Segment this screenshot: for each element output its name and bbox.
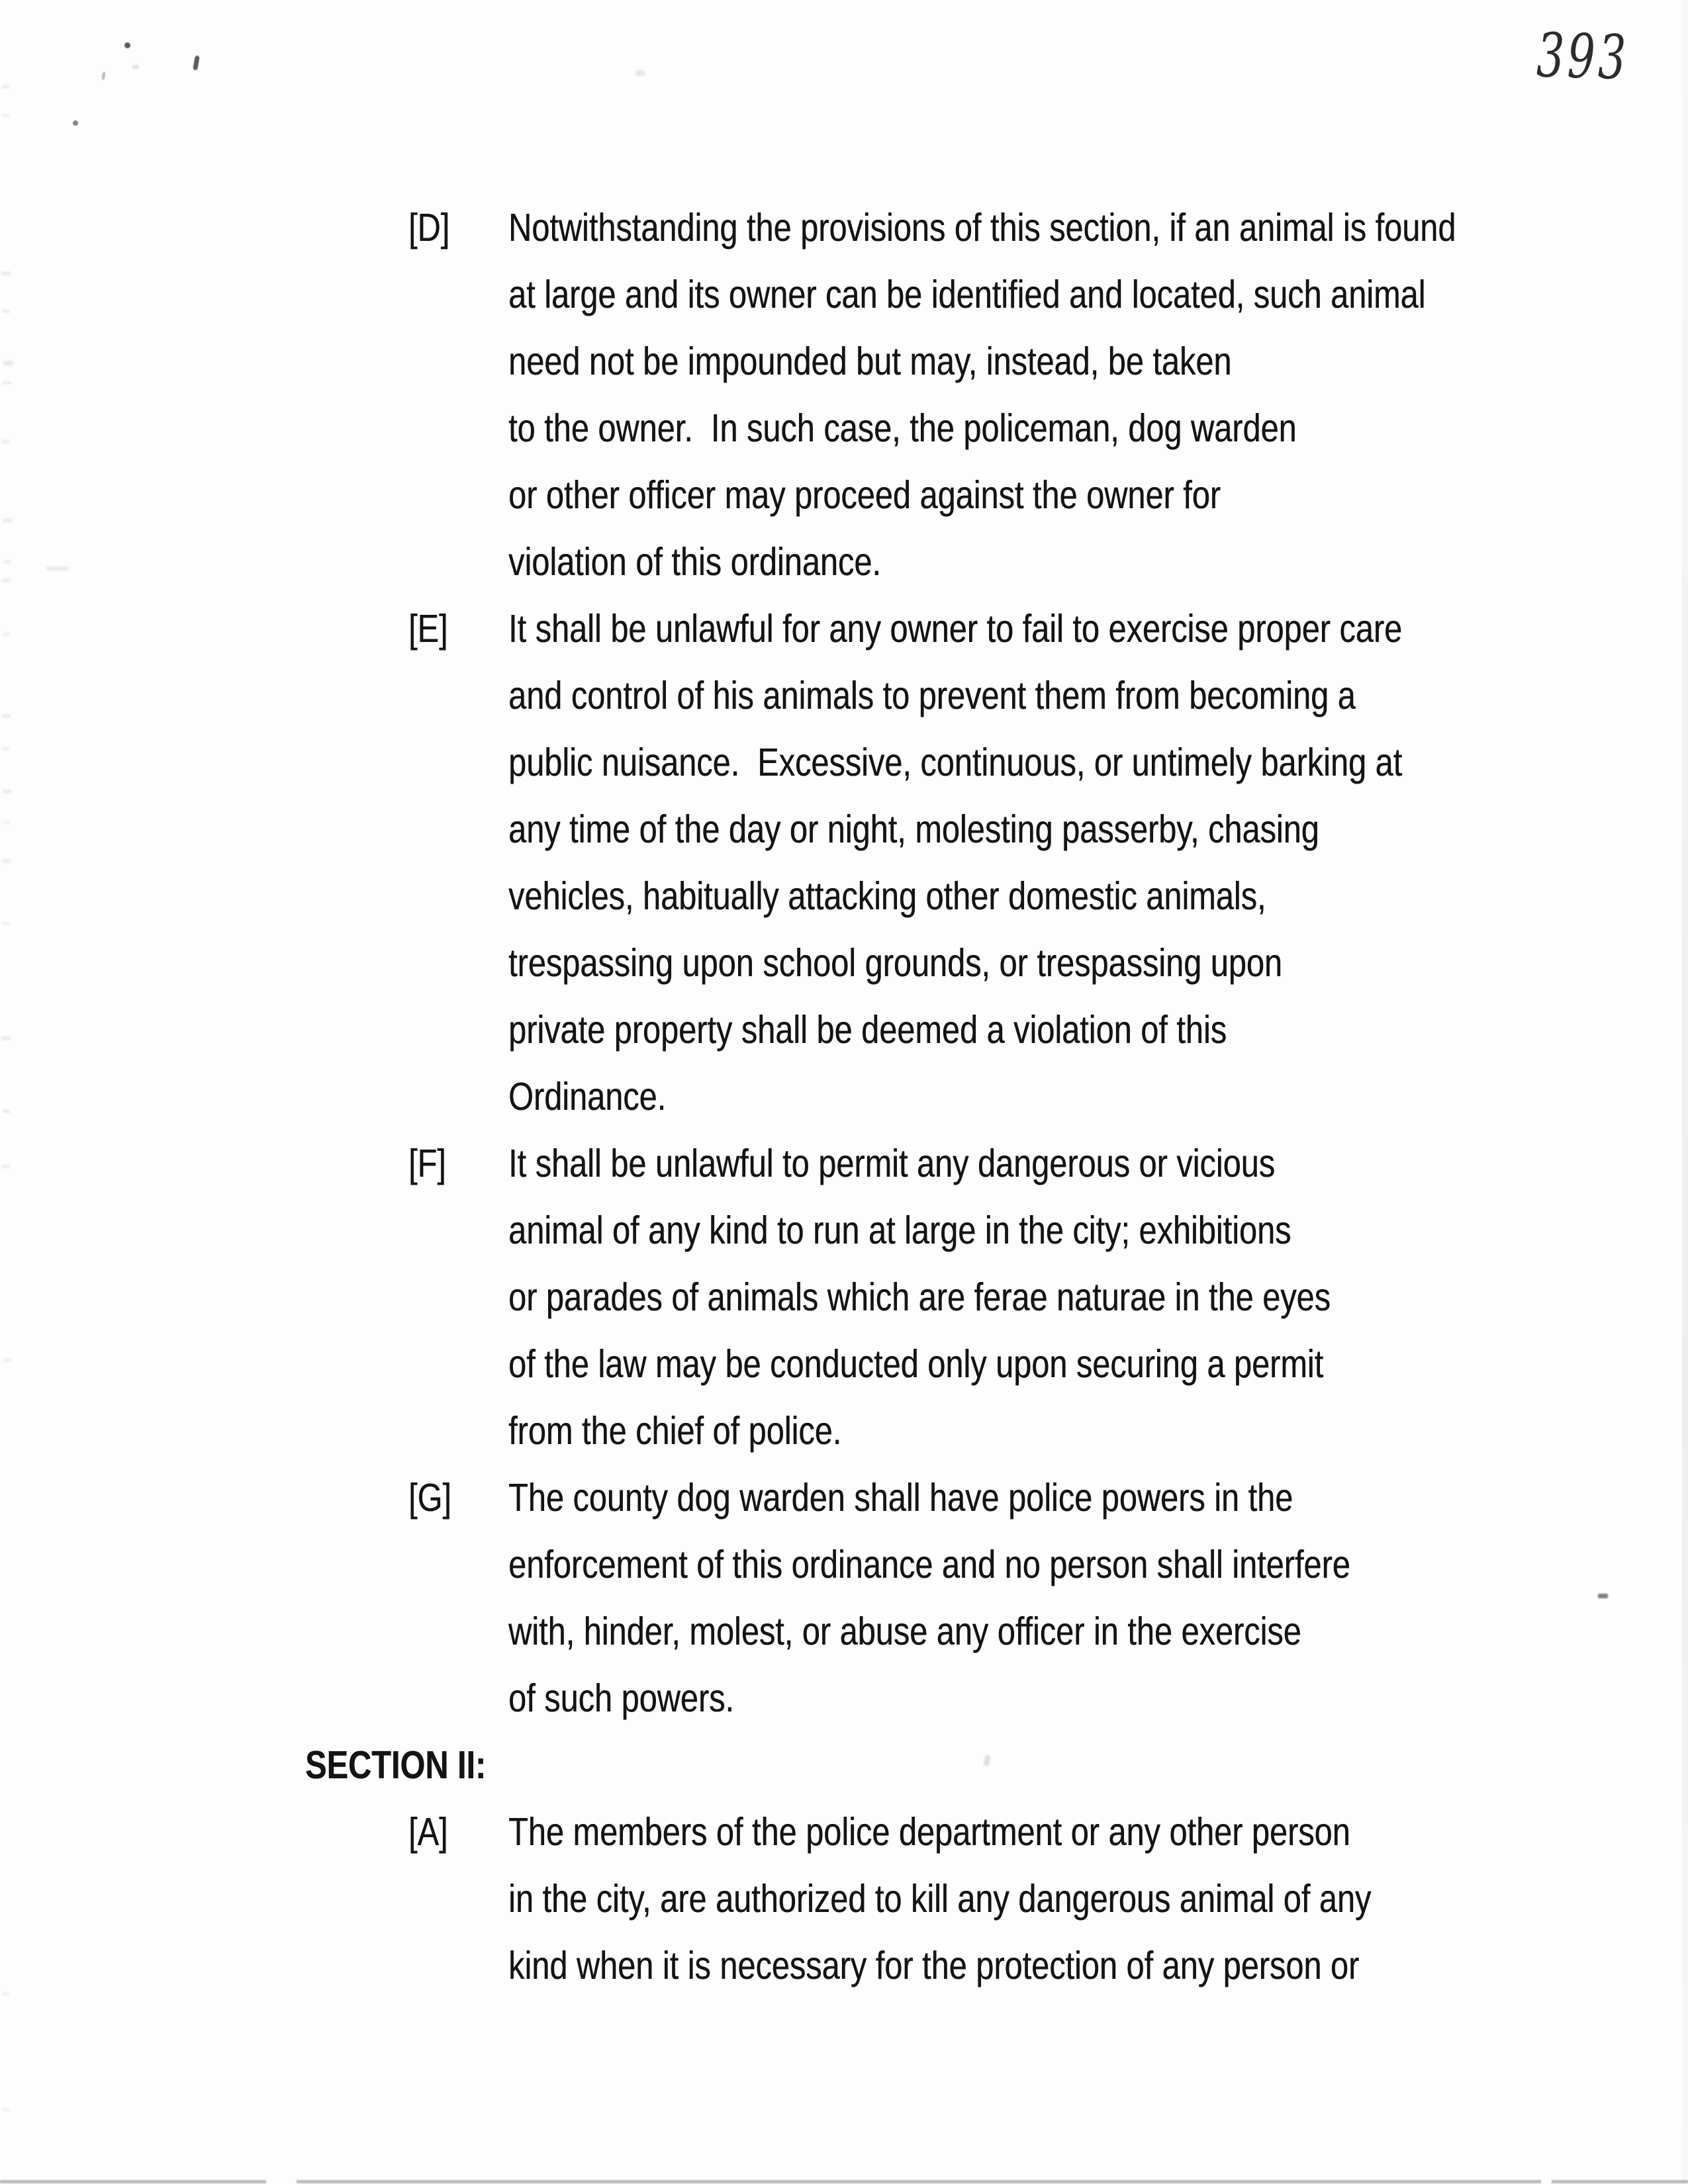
paragraph-label: [G] — [408, 1476, 451, 1520]
paragraph-f — [305, 1130, 1616, 1465]
text-line: public nuisance. Excessive, continuous, or untimely barking at — [508, 741, 1403, 784]
scan-smudge — [3, 821, 10, 824]
scan-bottom-edge — [1552, 2180, 1688, 2183]
document-body — [305, 195, 1616, 1999]
text-line: animal of any kind to run at large in the city; exhibitions — [508, 1208, 1291, 1252]
scan-smudge — [2, 1165, 11, 1168]
text-line: trespassing upon school grounds, or trespassing upon — [508, 941, 1282, 985]
text-line: and control of his animals to prevent them from becoming a — [508, 674, 1356, 717]
scan-smudge — [2, 85, 10, 89]
scan-smudge — [2, 439, 9, 443]
scan-smudge — [3, 1109, 11, 1113]
text-line: in the city, are authorized to kill any dangerous animal of any — [508, 1877, 1372, 1921]
paragraph-lines — [508, 195, 1616, 596]
text-line: from the chief of police. — [508, 1409, 842, 1453]
scan-smudge — [2, 1992, 9, 1995]
paragraph-lines — [508, 1130, 1616, 1465]
scan-edge-shadow — [1682, 0, 1688, 2184]
text-line: It shall be unlawful for any owner to fail to exercise proper care — [508, 607, 1403, 651]
text-line: of the law may be conducted only upon securing a permit — [508, 1342, 1324, 1386]
paragraph-g — [305, 1465, 1616, 1732]
scan-smudge — [3, 790, 11, 794]
paragraph-lines — [508, 1465, 1616, 1732]
scan-bottom-edge — [297, 2180, 1541, 2183]
text-line: at large and its owner can be identified and located, such animal — [508, 273, 1426, 316]
scan-smudge — [2, 578, 11, 582]
text-line: Notwithstanding the provisions of this section, if an animal is found — [508, 206, 1456, 250]
paragraph-label: [F] — [408, 1142, 446, 1185]
paragraph-label: [A] — [408, 1810, 448, 1854]
text-line: It shall be unlawful to permit any dangerous or vicious — [508, 1142, 1276, 1185]
text-line: with, hinder, molest, or abuse any officer in the exercise — [508, 1610, 1301, 1653]
text-line: enforcement of this ordinance and no person shall interfere — [508, 1543, 1350, 1586]
scan-smudge — [46, 567, 69, 570]
paragraph-d — [305, 195, 1616, 596]
scan-smudge — [3, 518, 12, 522]
text-line: violation of this ordinance. — [508, 540, 881, 584]
scan-smudge — [2, 747, 9, 751]
text-line: The county dog warden shall have police powers in the — [508, 1476, 1293, 1520]
scan-smudge — [2, 310, 10, 313]
scan-smudge — [132, 65, 139, 69]
text-line: vehicles, habitually attacking other domestic animals, — [508, 874, 1266, 918]
scan-speck — [73, 120, 78, 126]
text-line: or parades of animals which are ferae naturae in the eyes — [508, 1275, 1331, 1319]
text-line: Ordinance. — [508, 1075, 667, 1118]
scan-smudge — [1, 714, 11, 718]
paragraph-label: [D] — [408, 206, 450, 250]
scan-smudge — [3, 361, 13, 365]
scan-smudge — [3, 2108, 11, 2111]
text-line: need not be impounded but may, instead, be taken — [508, 340, 1232, 383]
text-line: any time of the day or night, molesting passerby, chasing — [508, 807, 1319, 851]
scan-smudge — [1, 1036, 11, 1040]
scan-smudge — [3, 114, 9, 117]
paragraph-label: [E] — [408, 607, 448, 651]
paragraph-lines — [508, 596, 1616, 1130]
paragraph-lines — [508, 1799, 1616, 1999]
paragraph-e — [305, 596, 1616, 1130]
scan-speck — [101, 71, 106, 81]
scan-speck — [1598, 1594, 1608, 1598]
text-line: or other officer may proceed against the owner for — [508, 473, 1221, 517]
scan-smudge — [3, 922, 11, 925]
text-line: of such powers. — [508, 1676, 734, 1720]
scan-smudge — [3, 381, 11, 385]
page-number: 393 — [1536, 20, 1630, 94]
scan-speck — [124, 42, 130, 48]
scan-smudge — [3, 1358, 11, 1362]
scan-speck — [193, 56, 200, 71]
text-line: private property shall be deemed a violation of this — [508, 1008, 1227, 1052]
paragraph-a — [305, 1799, 1616, 1999]
text-line: The members of the police department or any other person — [508, 1810, 1350, 1854]
scan-smudge — [3, 633, 11, 636]
text-line: kind when it is necessary for the protection of any person or — [508, 1944, 1360, 1987]
scan-smudge — [2, 859, 11, 863]
scan-smudge — [1, 271, 11, 275]
scan-bottom-edge — [0, 2180, 266, 2183]
text-line: to the owner. In such case, the policeman, dog warden — [508, 406, 1297, 450]
scan-smudge — [3, 560, 11, 563]
section-heading: SECTION II: — [305, 1743, 487, 1787]
scan-smudge — [635, 70, 645, 76]
